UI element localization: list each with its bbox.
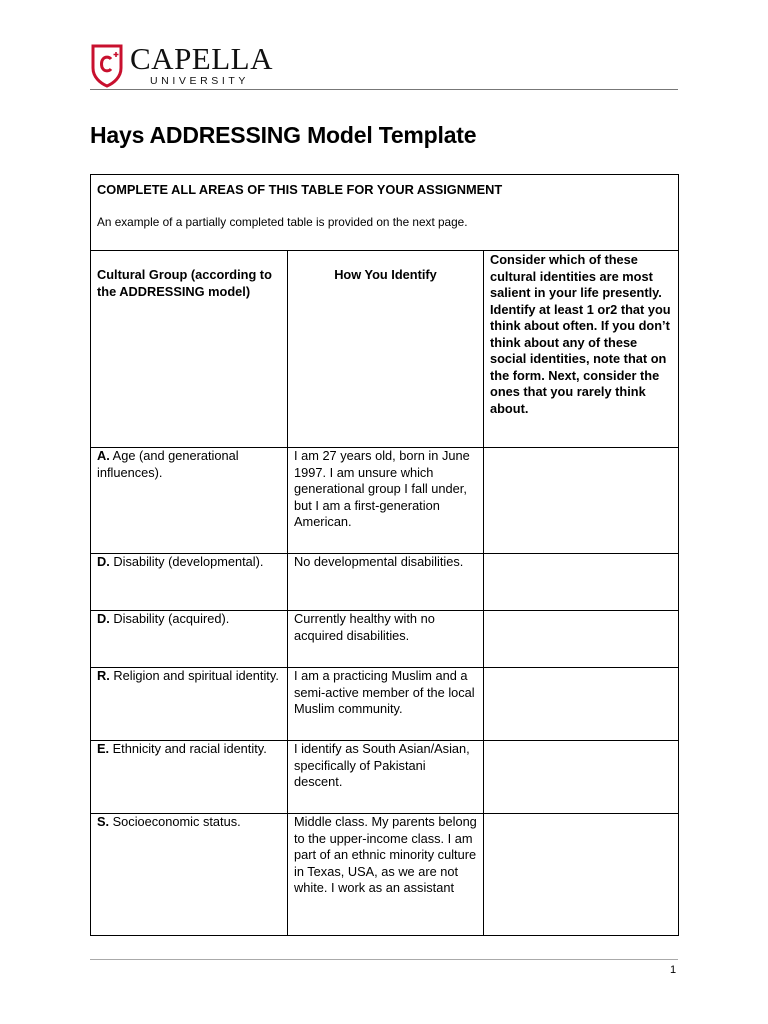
group-cell [91,741,288,814]
footer-divider [90,959,678,960]
table-row [91,611,679,668]
group-label: Ethnicity and racial identity. [109,741,267,756]
group-cell [91,554,288,611]
header-divider [90,89,678,90]
salience-cell[interactable] [484,668,679,741]
identify-cell[interactable]: I am a practicing Muslim and a semi-active member of the local Muslim community. [288,668,484,741]
identify-cell[interactable]: Middle class. My parents belong to the upper-income class. I am part of an ethnic minority culture in Texas, USA, as we are not white. I work as an assistant [288,814,484,936]
intro-cell [91,175,679,251]
group-label: Socioeconomic status. [109,814,241,829]
group-cell [91,668,288,741]
group-letter: A. [97,448,110,463]
salience-cell[interactable] [484,448,679,554]
capella-shield-icon [90,44,124,88]
group-label: Disability (acquired). [109,611,230,626]
addressing-table [90,174,679,936]
identify-cell[interactable]: I identify as South Asian/Asian, specifically of Pakistani descent. [288,741,484,814]
table-row [91,554,679,611]
group-letter: S. [97,814,110,829]
logo-wordmark: CAPELLA [130,41,273,76]
group-letter: E. [97,741,110,756]
identify-cell[interactable]: I am 27 years old, born in June 1997. I am unsure which generational group I fall under, but I am a first-generation American. [288,448,484,554]
intro-note: An example of a partially completed table is provided on the next page. [97,214,468,229]
group-label: Religion and spiritual identity. [109,668,279,683]
salience-cell[interactable] [484,554,679,611]
intro-heading: COMPLETE ALL AREAS OF THIS TABLE FOR YOUR ASSIGNMENT [97,182,503,197]
group-label: Disability (developmental). [109,554,264,569]
salience-cell[interactable] [484,741,679,814]
page-number: 1 [670,964,677,976]
group-cell [91,611,288,668]
column-header-how-you-identify: How You Identify [288,251,484,448]
salience-cell[interactable] [484,814,679,936]
identify-cell[interactable]: No developmental disabilities. [288,554,484,611]
group-letter: R. [97,668,110,683]
column-header-salience: Consider which of these cultural identities are most salient in your life presently. Identify at least 1 or2 that you think about often. If you don’t think about any of these social identities, note that on the form. Next, consider the ones that you rarely think about. [484,251,679,448]
group-cell [91,448,288,554]
salience-cell[interactable] [484,611,679,668]
group-letter: D. [97,554,110,569]
logo-subtitle: UNIVERSITY [150,75,250,87]
capella-logo [90,41,273,88]
column-header-cultural-group: Cultural Group (according to the ADDRESSING model) [91,251,288,448]
group-cell [91,814,288,936]
group-label: Age (and generational influences). [97,448,239,480]
group-letter: D. [97,611,110,626]
page-title: Hays ADDRESSING Model Template [90,122,477,148]
table-row [91,741,679,814]
identify-cell[interactable]: Currently healthy with no acquired disabilities. [288,611,484,668]
header-row [91,251,679,448]
table-row [91,668,679,741]
table-row [91,814,679,936]
table-row [91,448,679,554]
